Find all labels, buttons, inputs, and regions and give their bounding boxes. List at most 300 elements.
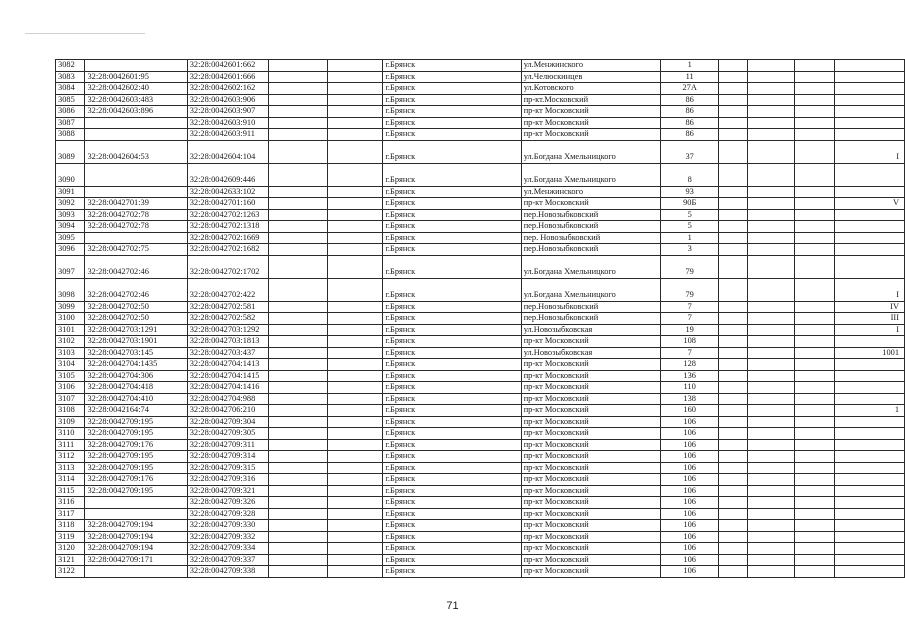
premises-number-cell — [834, 129, 904, 141]
empty-cell — [719, 117, 747, 129]
premises-number-cell — [834, 497, 904, 509]
table-row — [56, 301, 905, 313]
land-plot-cadastral-cell: 32:28:0042704:418 — [85, 382, 187, 394]
empty-cell — [747, 313, 794, 325]
empty-cell — [327, 393, 383, 405]
city-cell: г.Брянск — [383, 462, 521, 474]
empty-cell — [747, 117, 794, 129]
empty-cell — [327, 255, 383, 278]
record-number-cell: 3103 — [56, 347, 85, 359]
land-plot-cadastral-cell: 32:28:0042603:896 — [85, 106, 187, 118]
city-cell: г.Брянск — [383, 520, 521, 532]
house-number-cell: 11 — [660, 71, 718, 83]
scan-edge-noise — [3, 262, 19, 412]
table-row — [56, 186, 905, 198]
record-number-cell: 3096 — [56, 244, 85, 256]
premises-number-cell: I — [834, 324, 904, 336]
empty-cell — [269, 60, 328, 72]
empty-cell — [269, 324, 328, 336]
house-number-cell: 106 — [660, 520, 718, 532]
house-number-cell: 106 — [660, 474, 718, 486]
empty-cell — [795, 60, 835, 72]
object-cadastral-cell: 32:28:0042703:1292 — [187, 324, 269, 336]
table-row — [56, 566, 905, 578]
empty-cell — [269, 83, 328, 95]
street-cell: пр-кт Московский — [521, 543, 660, 555]
empty-cell — [719, 336, 747, 348]
object-cadastral-cell: 32:28:0042709:334 — [187, 543, 269, 555]
land-plot-cadastral-cell: 32:28:0042709:195 — [85, 485, 187, 497]
object-cadastral-cell: 32:28:0042709:338 — [187, 566, 269, 578]
land-plot-cadastral-cell: 32:28:0042704:306 — [85, 370, 187, 382]
record-number-cell: 3084 — [56, 83, 85, 95]
city-cell: г.Брянск — [383, 60, 521, 72]
empty-cell — [719, 439, 747, 451]
empty-cell — [719, 566, 747, 578]
city-cell: г.Брянск — [383, 566, 521, 578]
empty-cell — [269, 474, 328, 486]
empty-cell — [795, 543, 835, 555]
house-number-cell: 8 — [660, 163, 718, 186]
record-number-cell: 3107 — [56, 393, 85, 405]
house-number-cell: 106 — [660, 508, 718, 520]
city-cell: г.Брянск — [383, 497, 521, 509]
object-cadastral-cell: 32:28:0042709:337 — [187, 554, 269, 566]
table-row — [56, 428, 905, 440]
land-plot-cadastral-cell: 32:28:0042709:195 — [85, 462, 187, 474]
street-cell: пр-кт Московский — [521, 462, 660, 474]
record-number-cell: 3122 — [56, 566, 85, 578]
empty-cell — [747, 520, 794, 532]
street-cell: пр-кт Московский — [521, 451, 660, 463]
city-cell: г.Брянск — [383, 106, 521, 118]
land-plot-cadastral-cell: 32:28:0042709:171 — [85, 554, 187, 566]
object-cadastral-cell: 32:28:0042709:304 — [187, 416, 269, 428]
table-row — [56, 209, 905, 221]
table-row — [56, 508, 905, 520]
empty-cell — [269, 439, 328, 451]
record-number-cell: 3091 — [56, 186, 85, 198]
premises-number-cell — [834, 163, 904, 186]
city-cell: г.Брянск — [383, 485, 521, 497]
object-cadastral-cell: 32:28:0042702:1263 — [187, 209, 269, 221]
empty-cell — [795, 393, 835, 405]
premises-number-cell — [834, 416, 904, 428]
city-cell: г.Брянск — [383, 244, 521, 256]
table-row — [56, 232, 905, 244]
house-number-cell: 106 — [660, 497, 718, 509]
house-number-cell: 7 — [660, 313, 718, 325]
premises-number-cell — [834, 393, 904, 405]
empty-cell — [327, 60, 383, 72]
empty-cell — [795, 106, 835, 118]
city-cell: г.Брянск — [383, 393, 521, 405]
empty-cell — [795, 520, 835, 532]
street-cell: ул.Менжинского — [521, 186, 660, 198]
empty-cell — [795, 129, 835, 141]
table-row — [56, 255, 905, 278]
table-row — [56, 198, 905, 210]
empty-cell — [327, 94, 383, 106]
table-row — [56, 451, 905, 463]
land-plot-cadastral-cell: 32:28:0042704:1435 — [85, 359, 187, 371]
house-number-cell: 106 — [660, 531, 718, 543]
empty-cell — [747, 106, 794, 118]
city-cell: г.Брянск — [383, 255, 521, 278]
empty-cell — [327, 554, 383, 566]
premises-number-cell: 1001 — [834, 347, 904, 359]
street-cell: пр-кт Московский — [521, 439, 660, 451]
table-row — [56, 405, 905, 417]
street-cell: пр-кт Московский — [521, 359, 660, 371]
empty-cell — [747, 566, 794, 578]
empty-cell — [795, 382, 835, 394]
empty-cell — [795, 508, 835, 520]
empty-cell — [719, 221, 747, 233]
premises-number-cell: III — [834, 313, 904, 325]
table-row — [56, 140, 905, 163]
premises-number-cell — [834, 244, 904, 256]
house-number-cell: 1 — [660, 60, 718, 72]
empty-cell — [795, 198, 835, 210]
house-number-cell: 128 — [660, 359, 718, 371]
empty-cell — [747, 543, 794, 555]
house-number-cell: 138 — [660, 393, 718, 405]
city-cell: г.Брянск — [383, 416, 521, 428]
table-row — [56, 393, 905, 405]
table-row — [56, 462, 905, 474]
empty-cell — [747, 451, 794, 463]
house-number-cell: 1 — [660, 232, 718, 244]
house-number-cell: 79 — [660, 278, 718, 301]
land-plot-cadastral-cell — [85, 566, 187, 578]
land-plot-cadastral-cell: 32:28:0042703:1901 — [85, 336, 187, 348]
empty-cell — [327, 359, 383, 371]
empty-cell — [747, 382, 794, 394]
land-plot-cadastral-cell — [85, 60, 187, 72]
land-plot-cadastral-cell: 32:28:0042164:74 — [85, 405, 187, 417]
object-cadastral-cell: 32:28:0042704:1416 — [187, 382, 269, 394]
street-cell: пр-кт Московский — [521, 566, 660, 578]
table-row — [56, 543, 905, 555]
street-cell: пер.Новозыбковский — [521, 244, 660, 256]
empty-cell — [269, 382, 328, 394]
record-number-cell: 3109 — [56, 416, 85, 428]
empty-cell — [747, 462, 794, 474]
empty-cell — [719, 462, 747, 474]
empty-cell — [719, 474, 747, 486]
empty-cell — [269, 129, 328, 141]
empty-cell — [269, 221, 328, 233]
object-cadastral-cell: 32:28:0042603:906 — [187, 94, 269, 106]
premises-number-cell — [834, 439, 904, 451]
table-row — [56, 60, 905, 72]
empty-cell — [747, 336, 794, 348]
city-cell: г.Брянск — [383, 359, 521, 371]
empty-cell — [795, 474, 835, 486]
object-cadastral-cell: 32:28:0042603:907 — [187, 106, 269, 118]
table-row — [56, 129, 905, 141]
table-row — [56, 313, 905, 325]
land-plot-cadastral-cell: 32:28:0042701:39 — [85, 198, 187, 210]
land-plot-cadastral-cell: 32:28:0042604:53 — [85, 140, 187, 163]
land-plot-cadastral-cell — [85, 186, 187, 198]
empty-cell — [327, 117, 383, 129]
premises-number-cell — [834, 543, 904, 555]
empty-cell — [747, 485, 794, 497]
object-cadastral-cell: 32:28:0042709:326 — [187, 497, 269, 509]
land-plot-cadastral-cell: 32:28:0042709:195 — [85, 428, 187, 440]
empty-cell — [269, 393, 328, 405]
land-plot-cadastral-cell: 32:28:0042603:483 — [85, 94, 187, 106]
empty-cell — [795, 347, 835, 359]
object-cadastral-cell: 32:28:0042709:315 — [187, 462, 269, 474]
premises-number-cell — [834, 485, 904, 497]
record-number-cell: 3112 — [56, 451, 85, 463]
empty-cell — [747, 140, 794, 163]
city-cell: г.Брянск — [383, 439, 521, 451]
empty-cell — [269, 520, 328, 532]
empty-cell — [719, 278, 747, 301]
record-number-cell: 3117 — [56, 508, 85, 520]
empty-cell — [747, 83, 794, 95]
empty-cell — [795, 278, 835, 301]
empty-cell — [719, 140, 747, 163]
empty-cell — [327, 347, 383, 359]
empty-cell — [747, 129, 794, 141]
empty-cell — [747, 301, 794, 313]
empty-cell — [795, 313, 835, 325]
empty-cell — [795, 439, 835, 451]
empty-cell — [269, 485, 328, 497]
empty-cell — [327, 485, 383, 497]
table-row — [56, 221, 905, 233]
street-cell: пр-кт Московский — [521, 106, 660, 118]
land-plot-cadastral-cell: 32:28:0042703:145 — [85, 347, 187, 359]
record-number-cell: 3092 — [56, 198, 85, 210]
empty-cell — [269, 301, 328, 313]
empty-cell — [747, 474, 794, 486]
land-plot-cadastral-cell: 32:28:0042702:75 — [85, 244, 187, 256]
empty-cell — [327, 106, 383, 118]
empty-cell — [795, 554, 835, 566]
house-number-cell: 86 — [660, 106, 718, 118]
empty-cell — [269, 106, 328, 118]
table-row — [56, 83, 905, 95]
city-cell: г.Брянск — [383, 382, 521, 394]
premises-number-cell — [834, 508, 904, 520]
house-number-cell: 106 — [660, 566, 718, 578]
empty-cell — [327, 531, 383, 543]
object-cadastral-cell: 32:28:0042709:321 — [187, 485, 269, 497]
city-cell: г.Брянск — [383, 232, 521, 244]
object-cadastral-cell: 32:28:0042701:160 — [187, 198, 269, 210]
object-cadastral-cell: 32:28:0042706:210 — [187, 405, 269, 417]
house-number-cell: 106 — [660, 451, 718, 463]
land-plot-cadastral-cell: 32:28:0042702:78 — [85, 221, 187, 233]
house-number-cell: 106 — [660, 428, 718, 440]
empty-cell — [719, 209, 747, 221]
city-cell: г.Брянск — [383, 543, 521, 555]
street-cell: ул.Богдана Хмельницкого — [521, 278, 660, 301]
object-cadastral-cell: 32:28:0042633:102 — [187, 186, 269, 198]
street-cell: пр-кт Московский — [521, 474, 660, 486]
empty-cell — [269, 140, 328, 163]
empty-cell — [795, 370, 835, 382]
city-cell: г.Брянск — [383, 313, 521, 325]
street-cell: пр-кт Московский — [521, 370, 660, 382]
empty-cell — [747, 186, 794, 198]
empty-cell — [747, 198, 794, 210]
premises-number-cell — [834, 186, 904, 198]
city-cell: г.Брянск — [383, 405, 521, 417]
record-number-cell: 3105 — [56, 370, 85, 382]
empty-cell — [327, 301, 383, 313]
empty-cell — [747, 232, 794, 244]
house-number-cell: 106 — [660, 462, 718, 474]
object-cadastral-cell: 32:28:0042702:1702 — [187, 255, 269, 278]
street-cell: пер.Новозыбковский — [521, 209, 660, 221]
record-number-cell: 3100 — [56, 313, 85, 325]
premises-number-cell — [834, 531, 904, 543]
empty-cell — [327, 140, 383, 163]
street-cell: пр-кт Московский — [521, 198, 660, 210]
empty-cell — [747, 244, 794, 256]
empty-cell — [269, 244, 328, 256]
record-number-cell: 3104 — [56, 359, 85, 371]
empty-cell — [327, 382, 383, 394]
empty-cell — [269, 566, 328, 578]
city-cell: г.Брянск — [383, 117, 521, 129]
empty-cell — [269, 255, 328, 278]
record-number-cell: 3099 — [56, 301, 85, 313]
object-cadastral-cell: 32:28:0042709:314 — [187, 451, 269, 463]
empty-cell — [269, 508, 328, 520]
record-number-cell: 3095 — [56, 232, 85, 244]
scan-top-rule — [25, 33, 145, 34]
table-row — [56, 244, 905, 256]
table-row — [56, 531, 905, 543]
empty-cell — [795, 462, 835, 474]
empty-cell — [327, 439, 383, 451]
empty-cell — [327, 370, 383, 382]
street-cell: пер.Новозыбковский — [521, 221, 660, 233]
empty-cell — [795, 405, 835, 417]
empty-cell — [747, 359, 794, 371]
city-cell: г.Брянск — [383, 508, 521, 520]
house-number-cell: 86 — [660, 94, 718, 106]
object-cadastral-cell: 32:28:0042709:316 — [187, 474, 269, 486]
land-plot-cadastral-cell: 32:28:0042703:1291 — [85, 324, 187, 336]
house-number-cell: 90Б — [660, 198, 718, 210]
empty-cell — [269, 209, 328, 221]
land-plot-cadastral-cell: 32:28:0042702:46 — [85, 255, 187, 278]
house-number-cell: 19 — [660, 324, 718, 336]
empty-cell — [269, 428, 328, 440]
object-cadastral-cell: 32:28:0042702:581 — [187, 301, 269, 313]
premises-number-cell — [834, 255, 904, 278]
empty-cell — [269, 186, 328, 198]
city-cell: г.Брянск — [383, 554, 521, 566]
premises-number-cell — [834, 554, 904, 566]
empty-cell — [795, 244, 835, 256]
object-cadastral-cell: 32:28:0042602:162 — [187, 83, 269, 95]
city-cell: г.Брянск — [383, 301, 521, 313]
land-plot-cadastral-cell — [85, 508, 187, 520]
empty-cell — [747, 94, 794, 106]
land-plot-cadastral-cell: 32:28:0042602:40 — [85, 83, 187, 95]
empty-cell — [795, 451, 835, 463]
table-row — [56, 485, 905, 497]
land-plot-cadastral-cell: 32:28:0042709:195 — [85, 451, 187, 463]
empty-cell — [747, 60, 794, 72]
empty-cell — [719, 405, 747, 417]
city-cell: г.Брянск — [383, 324, 521, 336]
land-plot-cadastral-cell — [85, 163, 187, 186]
land-plot-cadastral-cell: 32:28:0042702:46 — [85, 278, 187, 301]
empty-cell — [795, 186, 835, 198]
street-cell: пр-кт.Московский — [521, 94, 660, 106]
record-number-cell: 3082 — [56, 60, 85, 72]
empty-cell — [269, 347, 328, 359]
empty-cell — [269, 117, 328, 129]
street-cell: пр-кт Московский — [521, 117, 660, 129]
empty-cell — [719, 359, 747, 371]
record-number-cell: 3101 — [56, 324, 85, 336]
land-plot-cadastral-cell — [85, 232, 187, 244]
street-cell: ул.Богдана Хмельницкого — [521, 163, 660, 186]
empty-cell — [795, 566, 835, 578]
street-cell: ул.Богдана Хмельницкого — [521, 255, 660, 278]
premises-number-cell — [834, 117, 904, 129]
city-cell: г.Брянск — [383, 163, 521, 186]
object-cadastral-cell: 32:28:0042709:305 — [187, 428, 269, 440]
table-row — [56, 474, 905, 486]
empty-cell — [327, 278, 383, 301]
record-number-cell: 3102 — [56, 336, 85, 348]
street-cell: пр-кт Московский — [521, 382, 660, 394]
land-plot-cadastral-cell: 32:28:0042702:50 — [85, 313, 187, 325]
object-cadastral-cell: 32:28:0042603:911 — [187, 129, 269, 141]
city-cell: г.Брянск — [383, 83, 521, 95]
record-number-cell: 3094 — [56, 221, 85, 233]
house-number-cell: 106 — [660, 543, 718, 555]
premises-number-cell — [834, 221, 904, 233]
empty-cell — [327, 566, 383, 578]
empty-cell — [269, 405, 328, 417]
street-cell: пр-кт Московский — [521, 393, 660, 405]
empty-cell — [719, 186, 747, 198]
object-cadastral-cell: 32:28:0042704:1413 — [187, 359, 269, 371]
premises-number-cell — [834, 83, 904, 95]
house-number-cell: 27А — [660, 83, 718, 95]
table-row — [56, 324, 905, 336]
premises-number-cell: 1 — [834, 405, 904, 417]
land-plot-cadastral-cell — [85, 497, 187, 509]
empty-cell — [269, 232, 328, 244]
city-cell: г.Брянск — [383, 347, 521, 359]
house-number-cell: 3 — [660, 244, 718, 256]
table-row — [56, 336, 905, 348]
table-body — [56, 60, 905, 578]
empty-cell — [747, 370, 794, 382]
empty-cell — [269, 94, 328, 106]
empty-cell — [269, 497, 328, 509]
object-cadastral-cell: 32:28:0042601:666 — [187, 71, 269, 83]
object-cadastral-cell: 32:28:0042709:330 — [187, 520, 269, 532]
street-cell: пер.Новозыбковский — [521, 301, 660, 313]
premises-number-cell — [834, 474, 904, 486]
